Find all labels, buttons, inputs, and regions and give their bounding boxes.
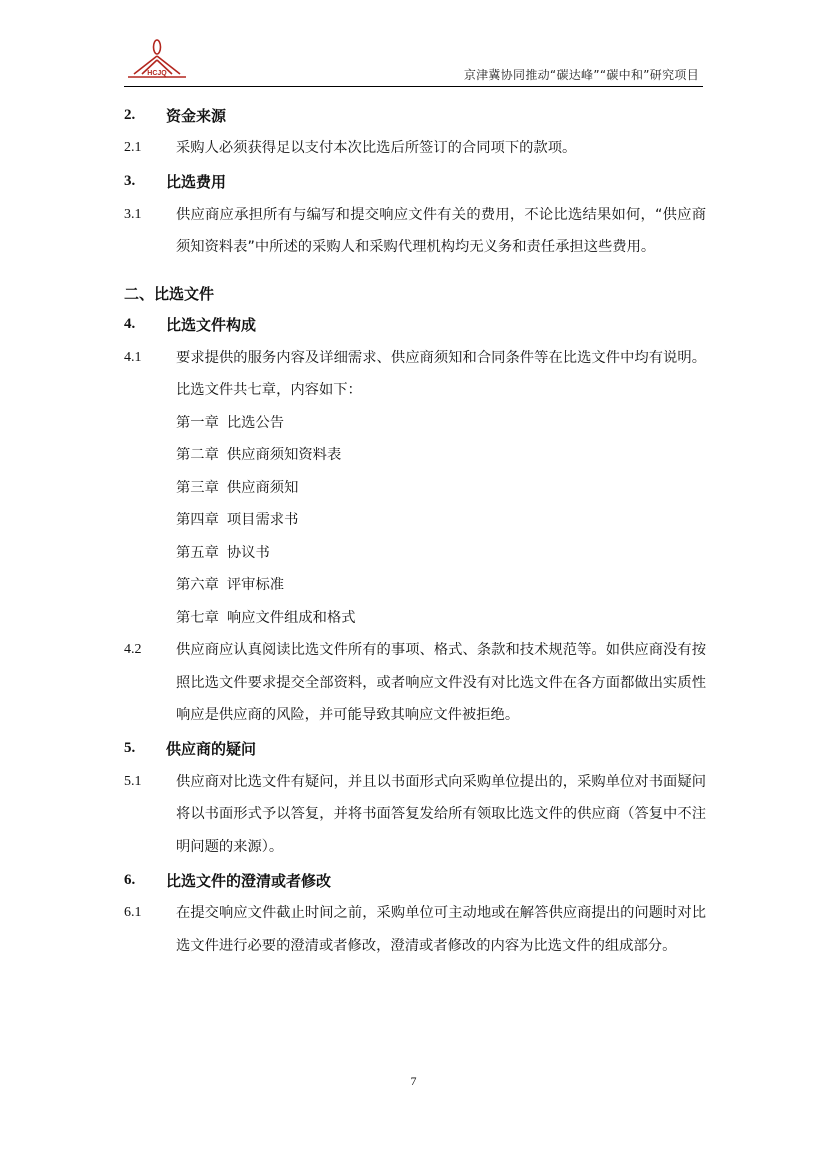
chapter-item: 第七章 响应文件组成和格式 (176, 609, 356, 626)
section-heading-6: 6. 比选文件的澄清或者修改 (124, 871, 332, 890)
chapter-item: 第六章 评审标准 (176, 577, 285, 593)
section-heading-3: 3. 比选费用 (124, 173, 227, 191)
chapter-item: 第五章 协议书 (176, 544, 270, 561)
clause-5-1: 5.1 供应商对比选文件有疑问，并且以书面形式向采购单位提出的，采购单位对书面疑问将以书面形式予以答复，并将书面答复发给所有领取比选文件的供应商（答复中不注明问题的来源）。 (124, 773, 706, 855)
document-body (124, 98, 706, 962)
chapter-item: 第四章 项目需求书 (176, 512, 299, 528)
clause-6-1: 6.1 在提交响应文件截止时间之前，采购单位可主动地或在解答供应商提出的问题时对比选文件进行必要的澄清或者修改，澄清或者修改的内容为比选文件的组成部分。 (124, 905, 706, 954)
section-heading-2: 2. 资金来源 (124, 106, 227, 125)
chapter-item: 第一章 比选公告 (176, 414, 285, 431)
section-heading-4: 4. 比选文件构成 (124, 316, 257, 334)
section-heading-5: 5. 供应商的疑问 (124, 740, 257, 758)
chapter-item: 第二章 供应商须知资料表 (176, 447, 342, 463)
header-divider (124, 86, 703, 87)
chapter-list (124, 407, 706, 635)
clause-4-1: 4.1 要求提供的服务内容及详细需求、供应商须知和合同条件等在比选文件中均有说明。比选文件共七章，内容如下： (124, 349, 706, 398)
header-title: 京津冀协同推动“碳达峰”“碳中和”研究项目 (463, 68, 699, 82)
part-heading-2: 二、比选文件 (124, 284, 215, 303)
clause-4-2: 4.2 供应商应认真阅读比选文件所有的事项、格式、条款和技术规范等。如供应商没有按照比选文件要求提交全部资料，或者响应文件没有对比选文件在各方面都做出实质性响应是供应商的风险，并可能导致其响应文件被拒绝。 (124, 642, 706, 723)
page-number: 7 (410, 1074, 417, 1088)
clause-2-1: 2.1 采购人必须获得足以支付本次比选后所签订的合同项下的款项。 (124, 140, 577, 156)
logo-text: HCJQ (147, 70, 167, 77)
chapter-item: 第三章 供应商须知 (176, 479, 299, 496)
company-logo (124, 34, 190, 84)
clause-3-1: 3.1 供应商应承担所有与编写和提交响应文件有关的费用，不论比选结果如何，“供应商须知资料表”中所述的采购人和采购代理机构均无义务和责任承担这些费用。 (124, 206, 706, 255)
